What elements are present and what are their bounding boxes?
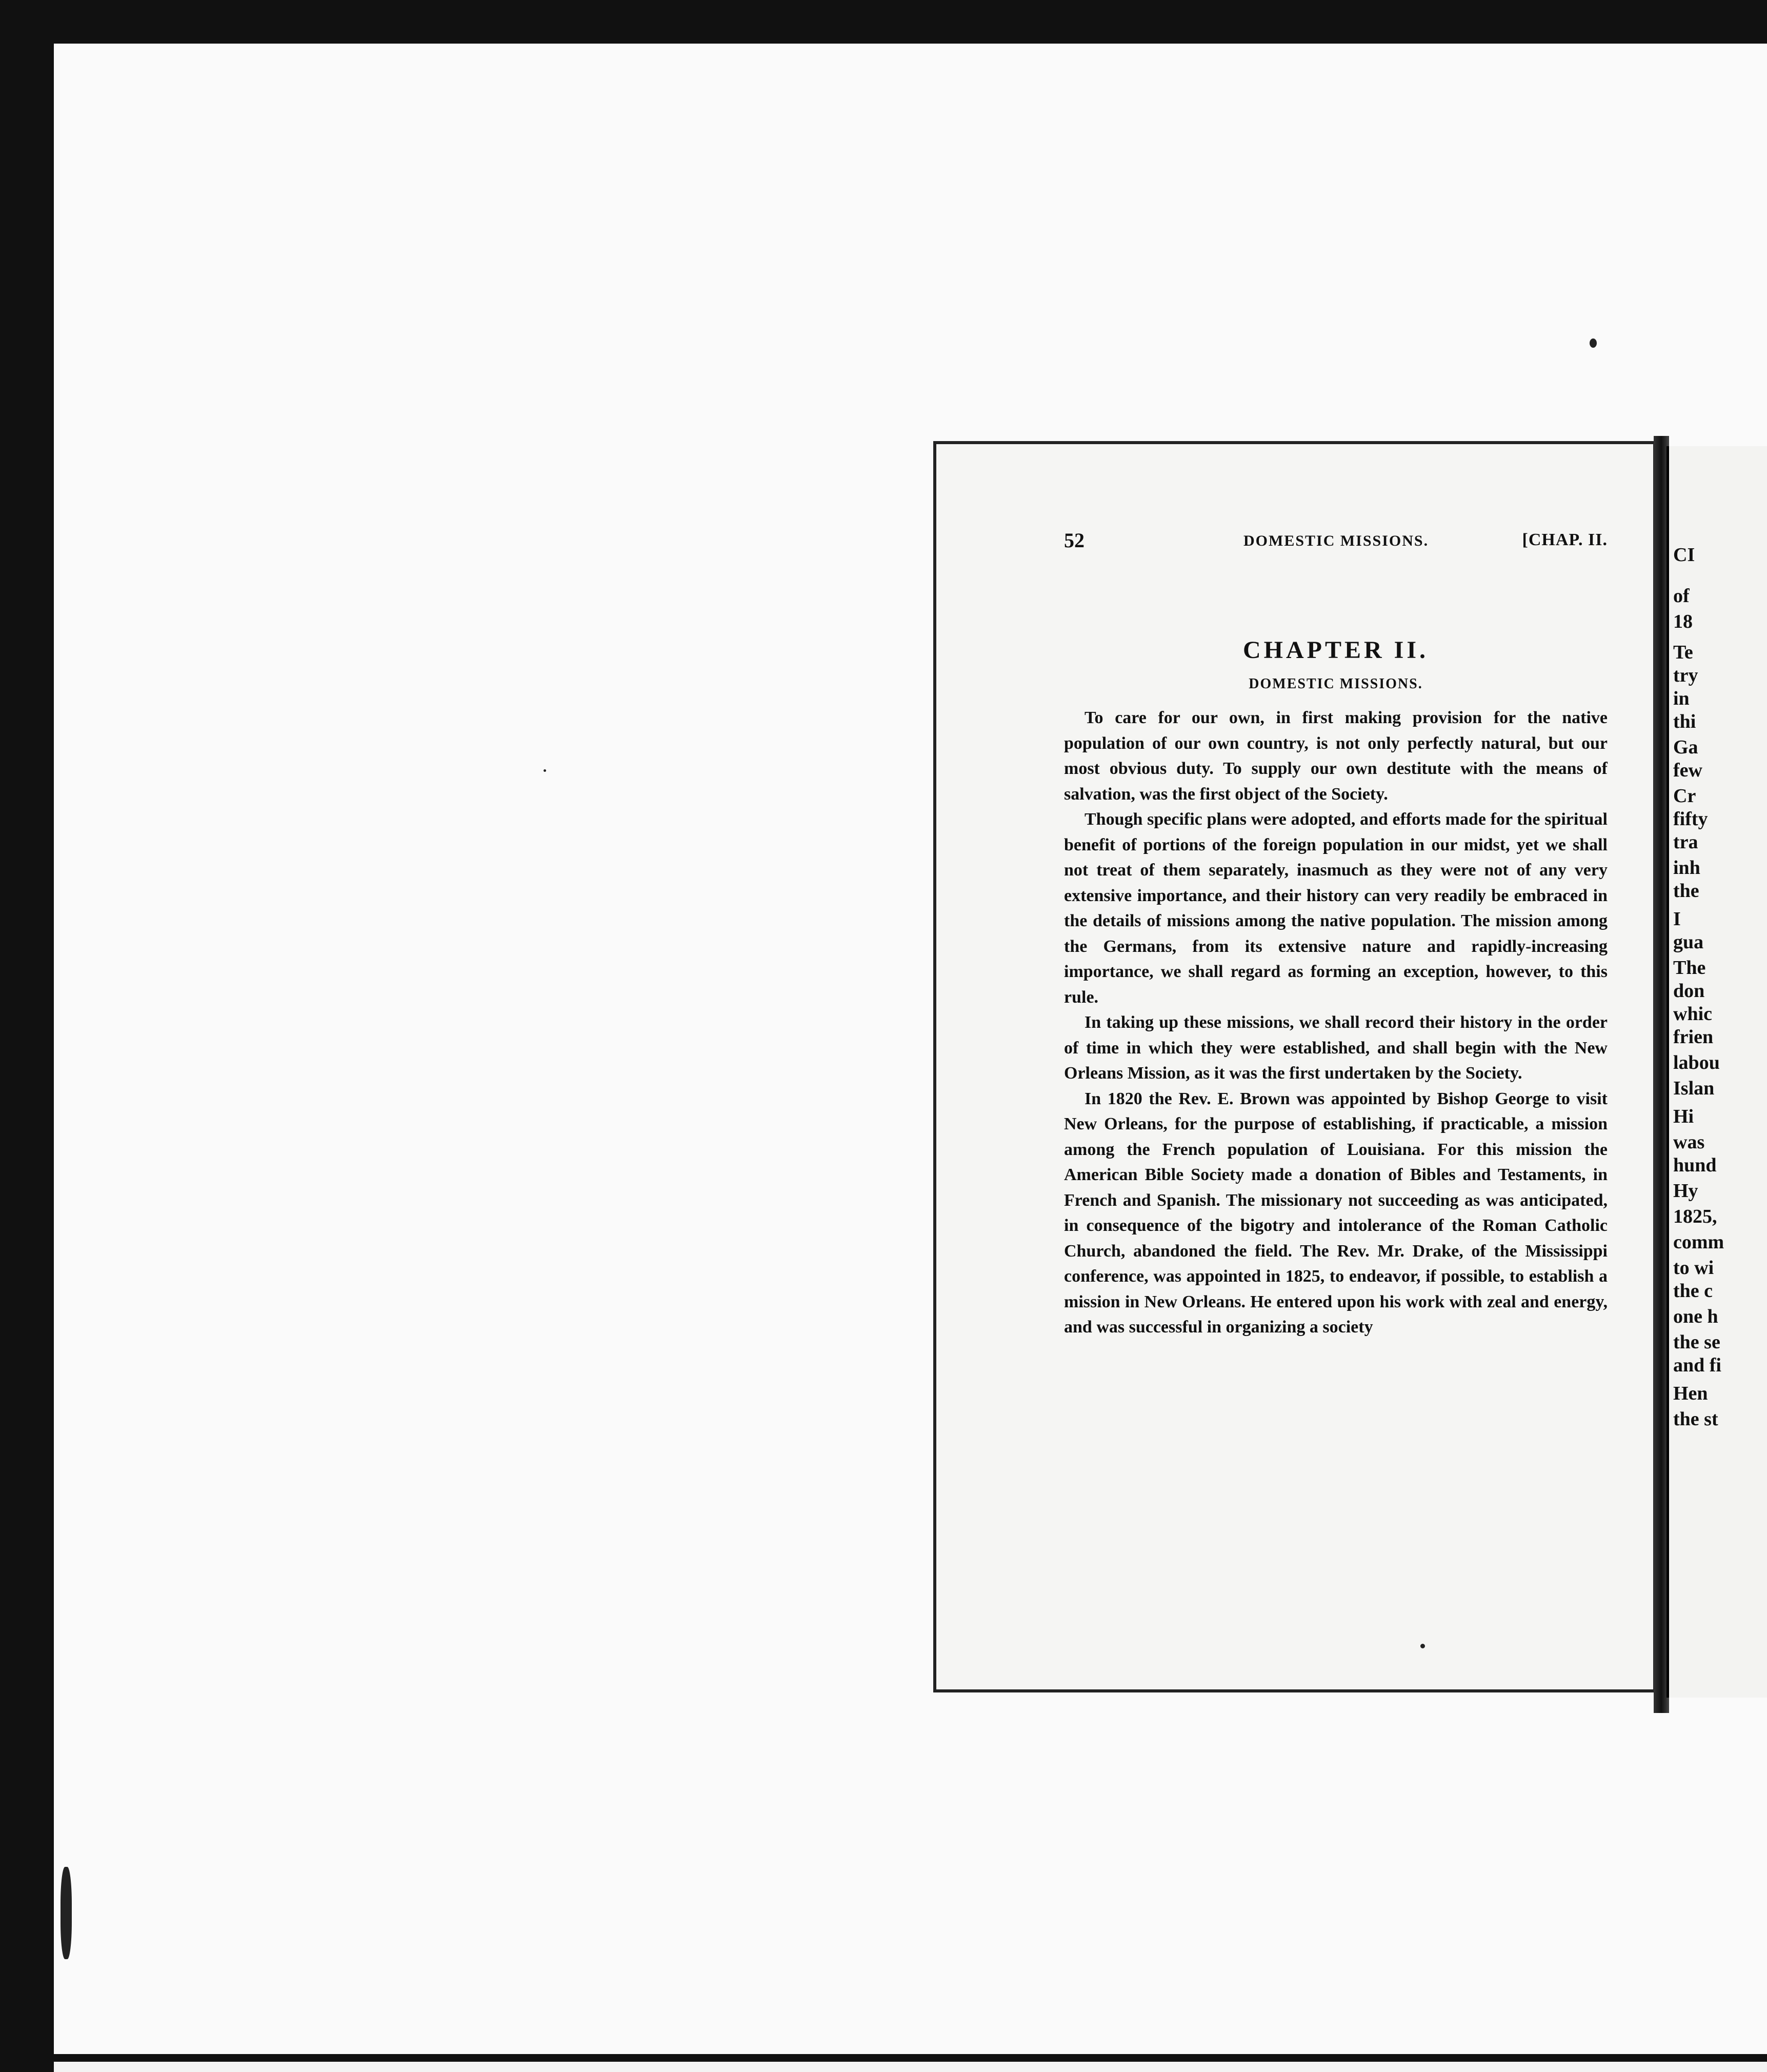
book-page-right-partial [1666,446,1767,1698]
facing-page-line: 1825, [1673,1206,1717,1227]
facing-page-line: the c [1673,1280,1713,1302]
facing-page-line: was [1673,1131,1705,1153]
facing-page-line: fifty [1673,808,1708,830]
facing-page-line: the se [1673,1331,1720,1353]
paragraph-1: To care for our own, in first making provision for the native population of our own country, is not only perfectly natural, but our most obvious duty. To supply our own destitute with the means of salvation, was the first object of the Society. [1064,708,1608,804]
facing-page-line: CI [1673,544,1695,566]
facing-page-line: one h [1673,1306,1718,1327]
facing-page-line: Hi [1673,1106,1694,1127]
facing-page-line: Cr [1673,785,1696,807]
facing-page-line: comm [1673,1231,1724,1253]
dust-speck [544,769,546,772]
facing-page-line: frien [1673,1026,1714,1048]
facing-page-line: of [1673,585,1690,607]
running-chapter: [CHAP. II. [1522,530,1608,549]
running-head [1064,528,1608,554]
scan-bottom-strip [54,2062,1767,2072]
facing-page-line: to wi [1673,1257,1714,1279]
scan-edge-mark [61,1867,72,1959]
running-title: DOMESTIC MISSIONS. [1243,532,1429,549]
facing-page-line: Te [1673,642,1693,663]
facing-page-line: labou [1673,1052,1720,1073]
facing-page-line: hund [1673,1154,1717,1176]
chapter-subheading: DOMESTIC MISSIONS. [1249,676,1423,692]
facing-page-line: Ga [1673,736,1698,758]
facing-page-line: inh [1673,857,1700,879]
chapter-heading: CHAPTER II. [1242,636,1429,664]
facing-page-line: Hy [1673,1180,1698,1202]
facing-page-line: thi [1673,711,1696,732]
facing-page-line: the st [1673,1408,1718,1430]
facing-page-line: Islan [1673,1078,1715,1099]
page-number: 52 [1064,529,1085,552]
paragraph-2: Though specific plans were adopted, and efforts made for the spiritual benefit of portions of the foreign population in our midst, yet we shall not treat of them separately, inasmuch as they were not of any very extensive importance, and their history can very readily be embraced in the details of missions among the native population. The mission among the Germans, from its extensive nature and rapidly-increasing importance, we shall regard as forming an exception, however, to this rule. [1064,810,1608,1007]
dust-speck [1420,1644,1425,1648]
facing-page-line: whic [1673,1003,1712,1025]
facing-page-line: and fi [1673,1354,1721,1376]
facing-page-line: try [1673,665,1698,686]
facing-page-line: tra [1673,831,1698,853]
facing-page-line: in [1673,688,1690,709]
facing-page-line: don [1673,980,1705,1002]
paragraph-4: In 1820 the Rev. E. Brown was appointed by Bishop George to visit New Orleans, for the purpose of establishing, if practicable, a mission among the French population of Louisiana. For this mission the American Bible Society made a donation of Bibles and Testaments, in French and Spanish. The missionary not succeeding as was anticipated, in consequence of the bigotry and intolerance of the Roman Catholic Church, abandoned the field. The Rev. Mr. Drake, of the Mississippi conference, was appointed in 1825, to endeavor, if possible, to establish a mission in New Orleans. He entered upon his work with zeal and energy, and was successful in organizing a society [1064,1089,1608,1337]
facing-page-line: The [1673,957,1706,979]
facing-page-line: the [1673,880,1699,902]
dust-speck [1590,338,1597,348]
facing-page-line: few [1673,760,1702,781]
body-text [1064,705,1608,1340]
facing-page-line: gua [1673,931,1704,953]
paragraph-3: In taking up these missions, we shall record their history in the order of time in which they were established, and shall begin with the New Orleans Mission, as it was the first undertaken by the Society. [1064,1013,1608,1083]
facing-page-line: 18 [1673,611,1693,632]
facing-page-line: I [1673,908,1681,930]
facing-page-line: Hen [1673,1383,1708,1404]
